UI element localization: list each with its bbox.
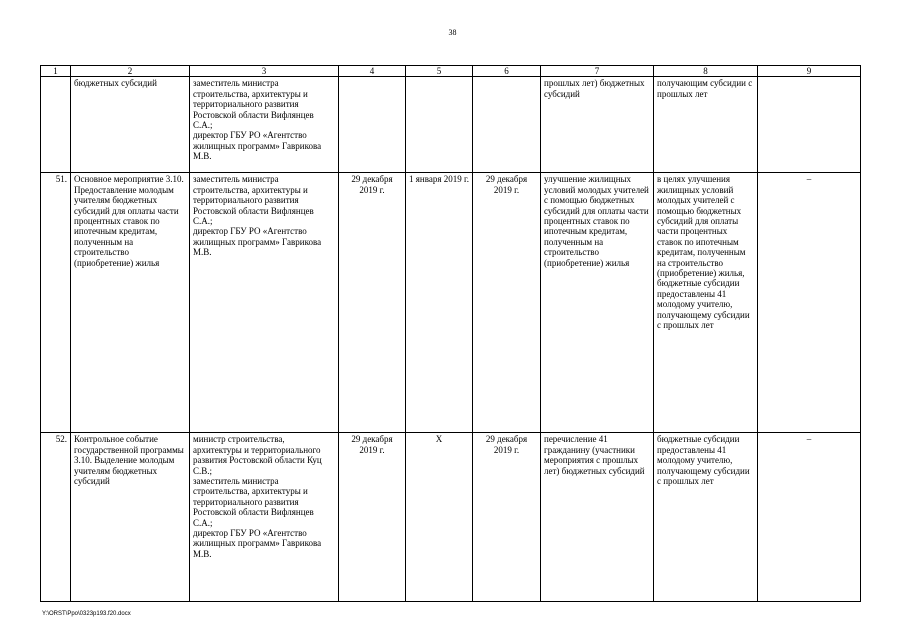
- note-cell: [758, 77, 861, 173]
- date-cell: [339, 77, 406, 173]
- date-cell: Х: [406, 433, 473, 602]
- date-cell: 29 декабря 2019 г.: [339, 433, 406, 602]
- header-cell: 5: [406, 66, 473, 77]
- header-row: [41, 66, 861, 77]
- event-name-cell: Основное мероприятие 3.10. Предоставление молодым учителям бюджетных субсидий для оплаты части процентных ставок по ипотечным кредитам, полученным на строительство (приобретение) жилья: [71, 173, 190, 433]
- note-cell: –: [758, 173, 861, 433]
- row-number-cell: 51.: [41, 173, 71, 433]
- expected-result-cell: улучшение жилищных условий молодых учителей с помощью бюджетных субсидий для оплаты части процентных ставок по ипотечным кредитам, полученным на строительство (приобретение) жилья: [541, 173, 654, 433]
- actual-result-cell: бюджетные субсидии предоставлены 41 молодому учителю, получающему субсидии с прошлых лет: [654, 433, 758, 602]
- note-cell: –: [758, 433, 861, 602]
- header-cell: 4: [339, 66, 406, 77]
- date-cell: 29 декабря 2019 г.: [473, 433, 541, 602]
- date-cell: [473, 77, 541, 173]
- row-number-cell: [41, 77, 71, 173]
- header-cell: 8: [654, 66, 758, 77]
- header-cell: 2: [71, 66, 190, 77]
- event-name-cell: бюджетных субсидий: [71, 77, 190, 173]
- header-cell: 3: [190, 66, 339, 77]
- actual-result-cell: получающим субсидии с прошлых лет: [654, 77, 758, 173]
- file-path-footer: Y:\ORST\Ppo\0323p193.f20.docx: [42, 611, 131, 617]
- date-cell: 29 декабря 2019 г.: [339, 173, 406, 433]
- executor-cell: заместитель министра строительства, архитектуры и территориального развития Ростовской области Вифлянцев С.А.; директор ГБУ РО «Агентство жилищных программ» Гаврикова М.В.: [190, 77, 339, 173]
- event-name-cell: Контрольное событие государственной программы 3.10. Выделение молодым учителям бюджетных субсидий: [71, 433, 190, 602]
- actual-result-cell: в целях улучшения жилищных условий молодых учителей с помощью бюджетных субсидий для оплаты части процентных ставок по ипотечным кредитам, полученным на строительство (приобретение) жилья, бюджетные субсидии предоставлены 41 молодому учителю, получающему субсидии с прошлых лет: [654, 173, 758, 433]
- expected-result-cell: прошлых лет) бюджетных субсидий: [541, 77, 654, 173]
- header-cell: 6: [473, 66, 541, 77]
- row-number-cell: 52.: [41, 433, 71, 602]
- header-cell: 9: [758, 66, 861, 77]
- executor-cell: министр строительства, архитектуры и территориального развития Ростовской области Куц С.В.; заместитель министра строительства, архитектуры и территориального развития Ростовской области Вифлянцев С.А.; директор ГБУ РО «Агентство жилищных программ» Гаврикова М.В.: [190, 433, 339, 602]
- header-cell: 1: [41, 66, 71, 77]
- page-number: 38: [448, 28, 457, 37]
- date-cell: 29 декабря 2019 г.: [473, 173, 541, 433]
- date-cell: [406, 77, 473, 173]
- table-row: [41, 77, 861, 173]
- executor-cell: заместитель министра строительства, архитектуры и территориального развития Ростовской области Вифлянцев С.А.; директор ГБУ РО «Агентство жилищных программ» Гаврикова М.В.: [190, 173, 339, 433]
- expected-result-cell: перечисление 41 гражданину (участники мероприятия с прошлых лет) бюджетных субсидий: [541, 433, 654, 602]
- table-row: [41, 433, 861, 602]
- header-cell: 7: [541, 66, 654, 77]
- table-row: [41, 173, 861, 433]
- date-cell: 1 января 2019 г.: [406, 173, 473, 433]
- plan-table: [40, 65, 861, 602]
